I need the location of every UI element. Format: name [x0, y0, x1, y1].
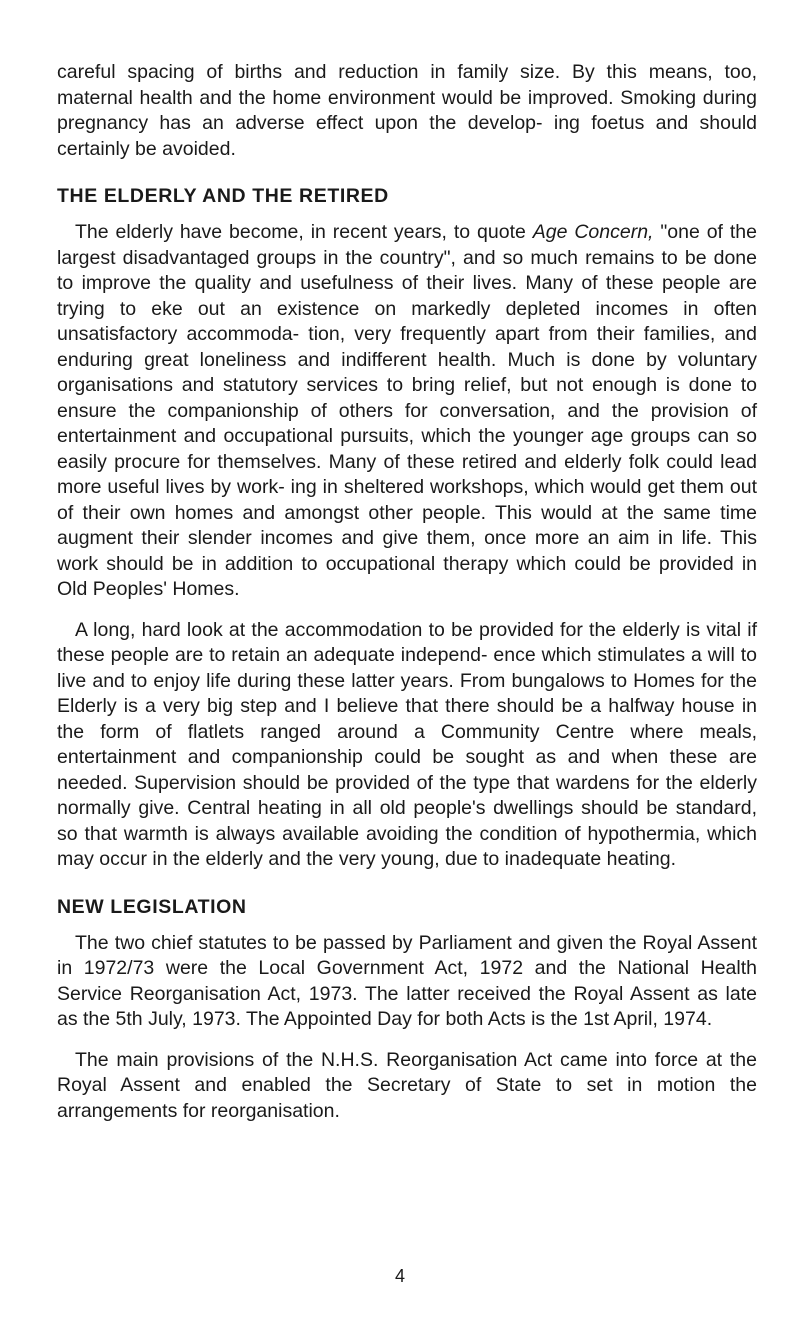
page-number: 4: [394, 1266, 405, 1286]
section-heading-legislation: NEW LEGISLATION: [57, 895, 247, 918]
section-heading-elderly: THE ELDERLY AND THE RETIRED: [57, 185, 389, 207]
elderly-paragraph-1-rest: "one of the largest disadvantaged groups in the country", and so much remains to be done to improve the quality and usefulness of their lives. Many of these people are trying to eke out an existence on markedly depleted incomes in often unsatisfactory accommoda- tion, very frequently apart from their families, and enduring great loneliness and indifferent health. Much is done by voluntary organisations and statutory services to bring relief, but not enough is done to ensure the companionship of others for conversation, and the provision of entertainment and occupational pursuits, which the younger age groups can so easily procure for themselves. Many of these retired and elderly folk could lead more useful lives by work- ing in sheltered workshops, which would get them out of their own homes and amongst other people. This would at the same time augment their slender incomes and give them, once more an aim in life. This work should be in addition to occupational therapy which could be provided in Old Peoples' Homes.: [57, 221, 757, 600]
elderly-paragraph-2: A long, hard look at the accommodation to be provided for the elderly is vital if these people are to retain an adequate independ- ence which stimulates a will to live and to enjoy life during these latter years. From bungalows to Homes for the Elderly is a very big step and I believe that there should be a halfway house in the form of flatlets ranged around a Community Centre where meals, entertainment and companionship could be sought as and when these are needed. Supervision should be provided of the type that wardens for the elderly normally give. Central heating in all old people's dwellings should be standard, so that warmth is always available avoiding the condition of hypothermia, which may occur in the elderly and the very young, due to inadequate heating.: [57, 618, 757, 870]
legislation-paragraph-1: The two chief statutes to be passed by Parliament and given the Royal Assent in 1972/73 were the Local Government Act, 1972 and the National Health Service Reorganisation Act, 1973. The latter received the Royal Assent as late as the 5th July, 1973. The Appointed Day for both Acts is the 1st April, 1974.: [57, 931, 757, 1030]
document-page: [57, 60, 757, 1124]
elderly-paragraph-1: [57, 220, 757, 603]
age-concern-citation: Age Concern,: [532, 221, 654, 243]
elderly-paragraph-1-start: The elderly have become, in recent years, to quote: [75, 221, 533, 243]
intro-paragraph: careful spacing of births and reduction in family size. By this means, too, maternal health and the home environment would be improved. Smoking during pregnancy has an adverse effect upon the develop- ing foetus and should certainly be avoided.: [57, 61, 757, 160]
legislation-paragraph-2: The main provisions of the N.H.S. Reorganisation Act came into force at the Royal Assent and enabled the Secretary of State to set in motion the arrangements for reorganisation.: [57, 1048, 757, 1122]
